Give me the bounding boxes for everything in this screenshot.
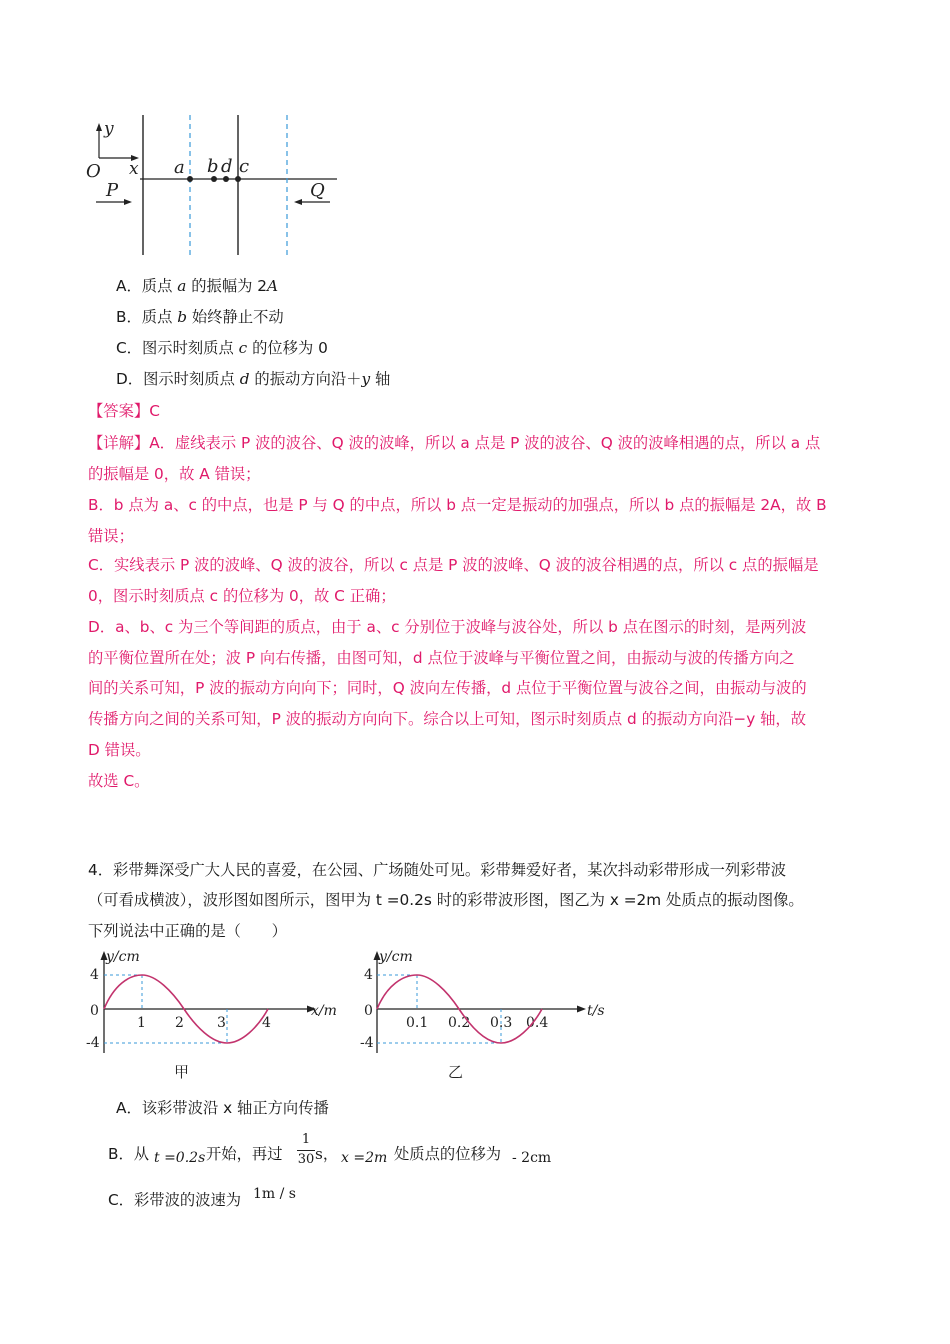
graph-yi-tick-2: 0.2 <box>448 1015 471 1031</box>
explanation-line-7: D．a、b、c 为三个等间距的质点，由于 a、c 分别位于波峰与波谷处，所以 b 点在图示的时刻，是两列波 <box>88 618 807 636</box>
graph-yi-y-pos: 4 <box>364 967 373 983</box>
explanation-line-12: 故选 C。 <box>88 772 150 790</box>
q4-stem-line-1: 4．彩带舞深受广大人民的喜爱，在公园、广场随处可见。彩带舞爱好者，某次抖动彩带形成一列彩带波 <box>88 861 787 879</box>
q4-option-b <box>108 1132 708 1172</box>
q4-stem-line-2: （可看成横波），波形图如图所示，图甲为 t =0.2s 时的彩带波形图，图乙为 x =2m 处质点的振动图像。 <box>88 891 804 909</box>
graph-yi-origin: 0 <box>364 1003 373 1019</box>
q3-wave-figure <box>82 110 352 260</box>
graph-yi-tick-1: 0.1 <box>406 1015 429 1031</box>
graph-jia-y-neg: -4 <box>86 1035 100 1051</box>
q4-option-c-text: C．彩带波的波速为 <box>108 1191 242 1209</box>
wave-q-label: Q <box>310 180 325 201</box>
graph-yi-y-neg: -4 <box>360 1035 374 1051</box>
origin-label: O <box>86 161 101 182</box>
q4-option-b-unit: s， <box>315 1145 339 1163</box>
wave-graph-yi <box>360 945 610 1085</box>
explanation-label: 【详解】 <box>88 434 150 452</box>
graph-yi-y-label: y/cm <box>379 949 413 965</box>
point-a-label: a <box>174 157 185 178</box>
graph-jia-caption: 甲 <box>174 1063 190 1081</box>
point-c-label: c <box>239 156 250 177</box>
point-b-label: b <box>207 156 219 177</box>
q3-option-d: D．图示时刻质点 d 的振动方向沿＋y 轴 <box>116 370 391 388</box>
q4-stem-line-3: 下列说法中正确的是（ ） <box>88 922 287 940</box>
explanation-line-3: B．b 点为 a、c 的中点，也是 P 与 Q 的中点，所以 b 点一定是振动的加强点，所以 b 点的振幅是 2A，故 B <box>88 496 827 514</box>
q4-option-b-position: x =2m <box>341 1150 388 1166</box>
explanation-line-11: D 错误。 <box>88 741 151 759</box>
graph-jia-tick-3: 3 <box>217 1015 226 1031</box>
q3-option-a: A．质点 a 的振幅为 2A <box>116 277 279 295</box>
q4-option-b-letter: B．从 <box>108 1145 150 1163</box>
explanation-line-1: 【详解】A．虚线表示 P 波的波谷、Q 波的波峰，所以 a 点是 P 波的波谷、Q 波的波峰相遇的点，所以 a 点 <box>88 434 821 452</box>
wave-p-label: P <box>106 180 119 201</box>
graph-jia-tick-2: 2 <box>175 1015 184 1031</box>
graph-jia-y-pos: 4 <box>90 967 99 983</box>
point-d-label: d <box>221 156 233 177</box>
q3-option-b: B．质点 b 始终静止不动 <box>116 308 284 326</box>
q4-option-c <box>108 1186 508 1210</box>
explanation-line-4: 错误； <box>88 527 134 545</box>
explanation-line-8: 的平衡位置所在处；波 P 向右传播，由图可知，d 点位于波峰与平衡位置之间，由振动与波的传播方向之 <box>88 649 795 667</box>
q4-option-b-frac-den: 30 <box>297 1152 315 1167</box>
explanation-line-10: 传播方向之间的关系可知，P 波的振动方向向下。综合以上可知，图示时刻质点 d 的振动方向沿−y 轴，故 <box>88 710 807 728</box>
graph-yi-tick-4: 0.4 <box>526 1015 549 1031</box>
graph-jia-origin: 0 <box>90 1003 99 1019</box>
answer-line <box>88 401 878 421</box>
y-axis-label: y <box>104 119 114 139</box>
explanation-line-6: 0，图示时刻质点 c 的位移为 0，故 C 正确； <box>88 587 396 605</box>
q4-option-b-tail: 处质点的位移为 <box>394 1145 502 1163</box>
graph-yi-x-label: t/s <box>587 1003 605 1019</box>
explanation-line-2: 的振幅是 0，故 A 错误； <box>88 465 261 483</box>
q4-option-a: A．该彩带波沿 x 轴正方向传播 <box>116 1099 329 1117</box>
explanation-line-9: 间的关系可知，P 波的振动方向向下；同时，Q 波向左传播，d 点位于平衡位置与波谷之间，由振动与波的 <box>88 679 807 697</box>
q4-option-b-time: t =0.2s <box>154 1150 206 1166</box>
q3-option-c: C．图示时刻质点 c 的位移为 0 <box>116 339 328 357</box>
graph-jia-tick-1: 1 <box>137 1015 146 1031</box>
x-axis-label: x <box>129 159 139 179</box>
graph-yi-caption: 乙 <box>448 1063 464 1081</box>
graph-yi-tick-3: 0.3 <box>490 1015 513 1031</box>
q4-option-c-value: 1m / s <box>253 1186 296 1202</box>
graph-jia-y-label: y/cm <box>106 949 140 965</box>
q4-option-b-frac-num: 1 <box>301 1132 311 1147</box>
wave-graph-jia <box>84 945 354 1085</box>
answer-value: C <box>149 402 160 420</box>
answer-label: 【答案】 <box>88 402 150 420</box>
graph-jia-tick-4: 4 <box>262 1015 271 1031</box>
q4-option-b-value: - 2cm <box>512 1150 552 1166</box>
q4-option-b-mid: 开始，再过 <box>206 1145 283 1163</box>
q4-option-b-frac-bar <box>297 1150 315 1151</box>
graph-jia-x-label: x/m <box>311 1003 337 1019</box>
explanation-line-5: C．实线表示 P 波的波峰、Q 波的波谷，所以 c 点是 P 波的波峰、Q 波的波谷相遇的点，所以 c 点的振幅是 <box>88 556 819 574</box>
